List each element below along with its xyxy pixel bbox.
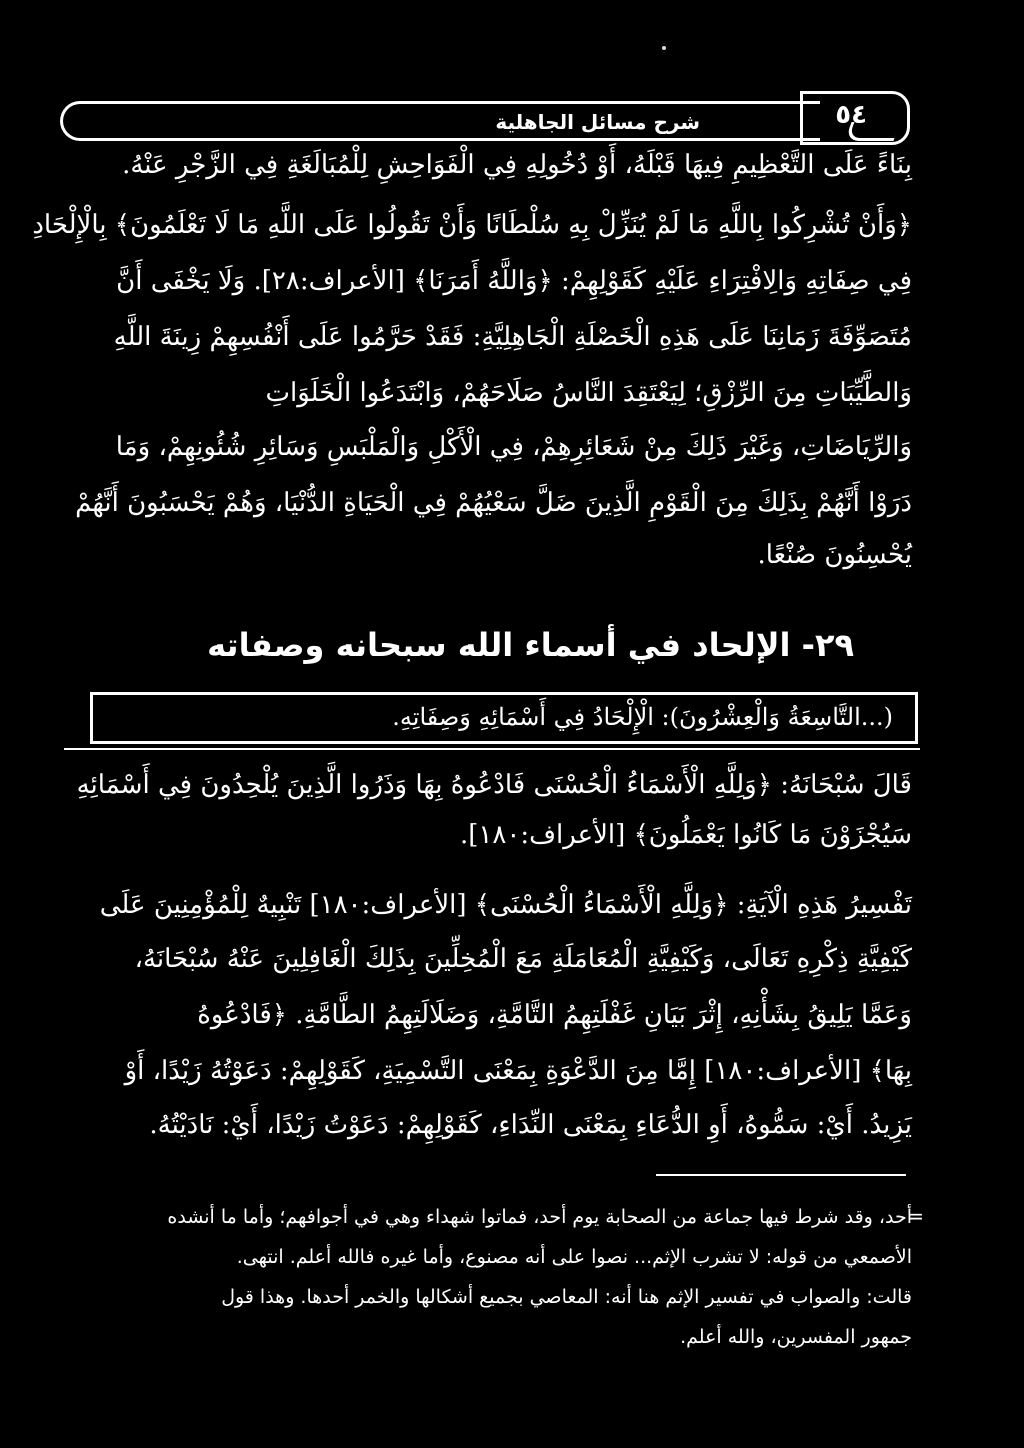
footnote-line: الأصمعي من قوله: لا تشرب الإثم... نصوا على أنه مصنوع، وأما غيره فالله أعلم. انتهى. [236,1246,912,1268]
page-number-frame [800,91,910,145]
footnote-line: جمهور المفسرين، والله أعلم. [680,1326,912,1348]
commentary-line: وَعَمَّا يَلِيقُ بِشَأْنِهِ، إِثْرَ بَيَانِ غَفْلَتِهِمُ التَّامَّةِ، وَضَلَالَتِهِمُ الطَّامَّةِ. ﴿فَادْعُوهُ [197,1000,912,1030]
scan-speck [662,46,666,50]
body-line: فِي صِفَاتِهِ وَالِافْتِرَاءِ عَلَيْهِ كَقَوْلِهِمْ: ﴿وَاللَّهُ أَمَرَنَا﴾ [الأعراف:٢٨]. وَلَا يَخْفَى أَنَّ [116,266,912,296]
commentary-line: سَيُجْزَوْنَ مَا كَانُوا يَعْمَلُونَ﴾ [الأعراف:١٨٠]. [459,820,912,850]
quote-divider [64,748,920,750]
commentary-line: يَزِيدُ. أَيْ: سَمُّوهُ، أَوِ الدُّعَاءِ بِمَعْنَى النِّدَاءِ، كَقَوْلِهِمْ: دَعَوْتُ زَيْدًا، أَيْ: نَادَيْتُهُ. [149,1110,912,1140]
header-frame [60,101,820,141]
commentary-line: بِهَا﴾ [الأعراف:١٨٠] إِمَّا مِنَ الدَّعْوَةِ بِمَعْنَى التَّسْمِيَةِ، كَقَوْلِهِمْ: دَعَوْتُهُ زَيْدًا، أَوْ [124,1056,912,1086]
commentary-line: قَالَ سُبْحَانَهُ: ﴿وَلِلَّهِ الْأَسْمَاءُ الْحُسْنَى فَادْعُوهُ بِهَا وَذَرُوا الَّذِينَ يُلْحِدُونَ فِي أَسْمَائِهِ [76,770,912,800]
body-line: بِنَاءً عَلَى التَّعْظِيمِ فِيهَا قَبْلَهُ، أَوْ دُخُولِهِ فِي الْفَوَاحِشِ لِلْمُبَالَغَةِ فِي الزَّجْرِ عَنْهُ. [122,150,912,180]
ornament-icon [845,122,901,141]
section-heading: ٢٩- الإلحاد في أسماء الله سبحانه وصفاته [207,626,854,664]
body-line: وَالرِّيَاضَاتِ، وَغَيْرَ ذَلِكَ مِنْ شَعَائِرِهِمْ، فِي الْأَكْلِ وَالْمَلْبَسِ وَسَائِرِ شُئُونِهِمْ، وَمَا [115,432,912,462]
body-line: دَرَوْا أَنَّهُمْ بِذَلِكَ مِنَ الْقَوْمِ الَّذِينَ ضَلَّ سَعْيُهُمْ فِي الْحَيَاةِ الدُّنْيَا، وَهُمْ يَحْسَبُونَ أَنَّهُمْ [75,488,912,518]
footnote-separator [656,1174,906,1176]
footnote-line: أحد، وقد شرط فيها جماعة من الصحابة يوم أحد، فماتوا شهداء وهي في أجوافهم؛ وأما ما أنشده [167,1206,912,1228]
running-header [60,101,916,145]
body-line: وَالطَّيِّبَاتِ مِنَ الرِّزْقِ؛ لِيَعْتَقِدَ النَّاسُ صَلَاحَهُمْ، وَابْتَدَعُوا الْخَلَوَاتِ [265,378,912,408]
page-number: ٥٤ [835,100,867,130]
matn-quote-box [90,692,918,744]
footnote-marker: = [907,1204,924,1228]
body-line: يُحْسِنُونَ صُنْعًا. [757,540,912,570]
body-line: مُتَصَوِّفَةَ زَمَانِنَا عَلَى هَذِهِ الْخَصْلَةِ الْجَاهِلِيَّةِ: فَقَدْ حَرَّمُوا عَلَى أَنْفُسِهِمْ زِينَةَ اللَّهِ [113,322,912,352]
commentary-line: كَيْفِيَّةِ ذِكْرِهِ تَعَالَى، وَكَيْفِيَّةِ الْمُعَامَلَةِ مَعَ الْمُخِلِّينَ بِذَلِكَ الْغَافِلِينَ عَنْهُ سُبْحَانَهُ، [134,944,912,974]
book-title: شرح مسائل الجاهلية [495,110,700,134]
commentary-line: تَفْسِيرُ هَذِهِ الْآيَةِ: ﴿وَلِلَّهِ الْأَسْمَاءُ الْحُسْنَى﴾ [الأعراف:١٨٠] تَنْبِيهٌ لِلْمُؤْمِنِينَ عَلَى [99,890,912,920]
footnote-line: قالت: والصواب في تفسير الإثم هنا أنه: المعاصي بجميع أشكالها والخمر أحدها. وهذا قول [221,1286,912,1308]
body-line: ﴿وَأَنْ تُشْرِكُوا بِاللَّهِ مَا لَمْ يُنَزِّلْ بِهِ سُلْطَانًا وَأَنْ تَقُولُوا عَلَى اللَّهِ مَا لَا تَعْلَمُونَ﴾ بِالْإِلْحَادِ [32,210,912,240]
matn-quote: (...التَّاسِعَةُ وَالْعِشْرُونَ): الْإِلْحَادُ فِي أَسْمَائِهِ وَصِفَاتِهِ. [392,703,893,731]
